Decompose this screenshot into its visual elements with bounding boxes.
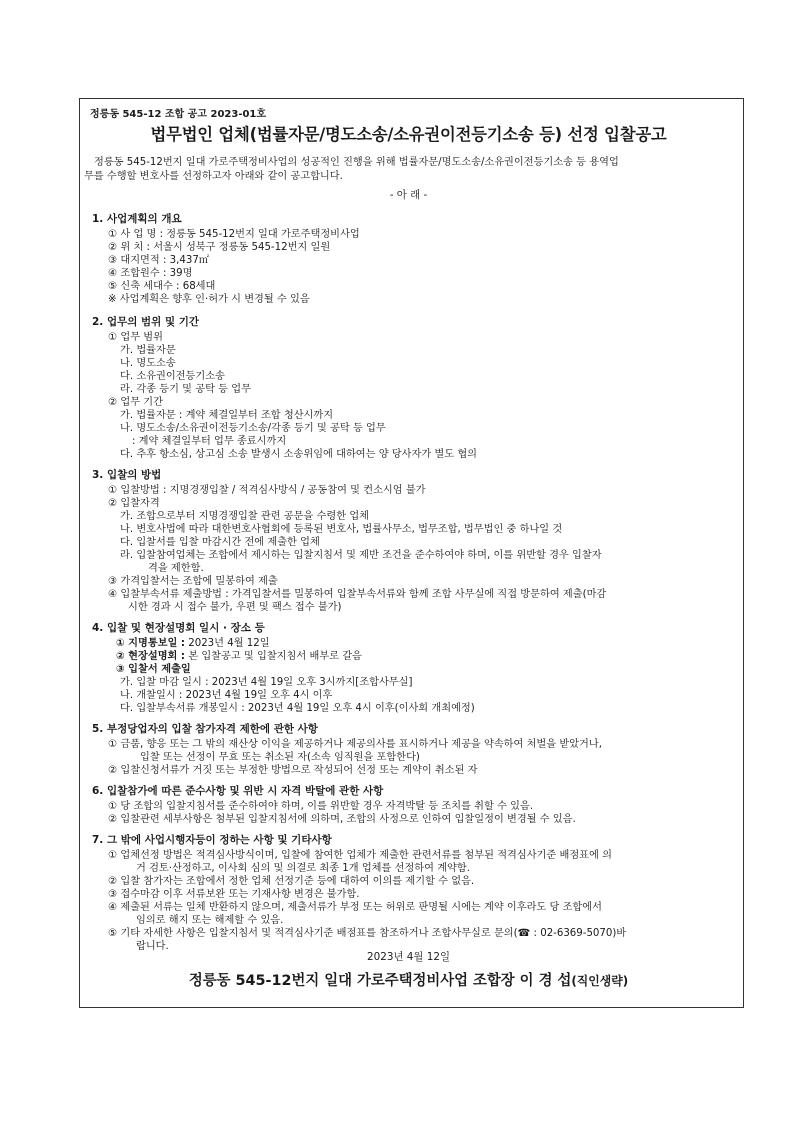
section-3-line: ② 입찰자격 [108, 498, 160, 509]
briefing-label: ② 현장설명회 : [116, 651, 185, 662]
section-5-line: ② 입찰신청서류가 거짓 또는 부정한 방법으로 작성되어 선정 또는 계약이 취소된 자 [108, 765, 478, 776]
section-2-title: 2. 업무의 범위 및 기간 [92, 316, 200, 328]
section-4-line: 나. 개찰일시 : 2023년 4월 19일 오후 4시 이후 [120, 690, 333, 701]
briefing-value: 본 입찰공고 및 입찰지침서 배부로 갈음 [185, 651, 362, 662]
notice-date-value: 2023년 4월 12일 [185, 638, 270, 649]
section-6-line: ① 당 조합의 입찰지침서를 준수하여야 하며, 이를 위반할 경우 자격박탈 등 조치를 취할 수 있음. [108, 801, 534, 812]
notice-date: 2023년 4월 12일 [366, 951, 451, 963]
section-2-line: 가. 법률자문 [120, 345, 176, 356]
intro-line: 정릉동 545-12번지 일대 가로주택정비사업의 성공적인 진행을 위해 법률자문/명도소송/소유권이전등기소송 등 용역업 [94, 157, 619, 168]
notice-date-label: ① 지명통보일 : [116, 638, 185, 649]
section-3-line: 격을 제한함. [148, 563, 204, 574]
section-6-title: 6. 입찰참가에 따른 준수사항 및 위반 시 자격 박탈에 관한 사항 [92, 785, 384, 797]
section-3-title: 3. 입찰의 방법 [92, 469, 162, 481]
ahrae-heading: - 아 래 - [389, 189, 428, 201]
seal-omitted-note: (직인생략) [571, 974, 629, 988]
section-1-note: ※ 사업계획은 향후 인·허가 시 변경될 수 있음 [108, 294, 310, 305]
section-1-line: ③ 대지면적 : 3,437㎡ [108, 255, 209, 266]
section-5-line: ① 금품, 향응 또는 그 밖의 재산상 이익을 제공하거나 제공의사를 표시하거나 제공을 약속하여 처벌을 받았거나, [108, 739, 602, 750]
section-3-line: ① 입찰방법 : 지명경쟁입찰 / 적격심사방식 / 공동참여 및 컨소시엄 불가 [108, 485, 426, 496]
section-7-line: ⑤ 기타 자세한 사항은 입찰지침서 및 적격심사기준 배점표를 참조하거나 조합사무실로 문의(☎ : 02-6369-5070)바 [108, 928, 627, 939]
section-1-line: ① 사 업 명 : 정릉동 545-12번지 일대 가로주택정비사업 [108, 229, 360, 240]
section-7-line: 거 검토·산정하고, 이사회 심의 및 의결로 최종 1개 업체를 선정하여 계약함. [136, 863, 470, 874]
section-3-line: 시한 경과 시 접수 불가, 우편 및 팩스 접수 불가) [128, 602, 342, 613]
section-6-line: ② 입찰관련 세부사항은 첨부된 입찰지침서에 의하며, 조합의 사정으로 인하여 입찰일정이 변경될 수 있음. [108, 814, 576, 825]
section-1-title: 1. 사업계획의 개요 [92, 213, 182, 225]
notice-number: 정릉동 545-12 조합 공고 2023-01호 [90, 109, 267, 120]
section-3-line: 가. 조합으로부터 지명경쟁입찰 관련 공문을 수령한 업체 [120, 511, 370, 522]
section-2-line: 나. 명도소송 [120, 358, 176, 369]
section-4-line: 가. 입찰 마감 일시 : 2023년 4월 19일 오후 3시까지[조합사무실] [120, 677, 413, 688]
section-7-line: ③ 접수마감 이후 서류보완 또는 기재사항 변경은 불가함. [108, 889, 360, 900]
section-1-line: ② 위 치 : 서울시 성북구 정릉동 545-12번지 일원 [108, 242, 331, 253]
section-2-line: : 계약 체결일부터 업무 종료시까지 [132, 436, 287, 447]
signature-name: 정릉동 545-12번지 일대 가로주택정비사업 조합장 이 경 섭 [188, 973, 572, 989]
section-3-line: 나. 변호사법에 따라 대한변호사협회에 등록된 변호사, 법률사무소, 법무조합, 법무법인 중 하나일 것 [120, 524, 563, 535]
section-2-line: 다. 소유권이전등기소송 [120, 371, 225, 382]
notice-title: 법무법인 업체(법률자문/명도소송/소유권이전등기소송 등) 선정 입찰공고 [150, 125, 667, 144]
signature-line [80, 969, 737, 990]
section-7-line: ④ 제출된 서류는 일체 반환하지 않으며, 제출서류가 부정 또는 허위로 판명될 시에는 계약 이후라도 당 조합에서 [108, 902, 602, 913]
section-3-line: ④ 입찰부속서류 제출방법 : 가격입찰서를 밀봉하여 입찰부속서류와 함께 조합 사무실에 직접 방문하여 제출(마감 [108, 589, 607, 600]
section-4-line: ③ 입찰서 제출일 [116, 664, 191, 675]
section-7-line: ① 업체선정 방법은 적격심사방식이며, 입찰에 참여한 업체가 제출한 관련서류를 첨부된 적격심사기준 배점표에 의 [108, 850, 612, 861]
section-5-title: 5. 부정당업자의 입찰 참가자격 제한에 관한 사항 [92, 723, 318, 735]
section-3-line: 다. 입찰서를 입찰 마감시간 전에 제출한 업체 [120, 537, 320, 548]
section-7-line: ② 입찰 참가자는 조합에서 정한 업체 선정기준 등에 대하여 이의를 제기할 수 없음. [108, 876, 475, 887]
notice-document [79, 98, 744, 1008]
section-2-line: ② 업무 기간 [108, 397, 163, 408]
intro-line: 무를 수행할 변호사를 선정하고자 아래와 같이 공고합니다. [84, 171, 343, 182]
section-7-line: 임의로 해지 또는 해제할 수 있음. [136, 915, 284, 926]
section-2-line: 나. 명도소송/소유권이전등기소송/각종 등기 및 공탁 등 업무 [120, 423, 386, 434]
section-5-line: 입찰 또는 선정이 무효 또는 취소된 자(소속 임직원을 포함한다) [140, 752, 420, 763]
section-3-line: ③ 가격입찰서는 조합에 밀봉하여 제출 [108, 576, 278, 587]
section-7-line: 랍니다. [136, 941, 169, 952]
section-4-line: 다. 입찰부속서류 개봉일시 : 2023년 4월 19일 오후 4시 이후(이사회 개최예정) [120, 703, 475, 714]
section-2-line: 다. 추후 항소심, 상고심 소송 발생시 소송위임에 대하여는 양 당사자가 별도 협의 [120, 449, 478, 460]
section-7-title: 7. 그 밖에 사업시행자등이 정하는 사항 및 기타사항 [92, 834, 332, 846]
section-1-line: ⑤ 신축 세대수 : 68세대 [108, 281, 216, 292]
section-2-line: ① 업무 범위 [108, 332, 163, 343]
section-1-line: ④ 조합원수 : 39명 [108, 268, 193, 279]
section-3-line: 라. 입찰참여업체는 조합에서 제시하는 입찰지침서 및 제반 조건을 준수하여야 하며, 이를 위반할 경우 입찰자 [120, 550, 602, 561]
section-4-title: 4. 입찰 및 현장설명회 일시 · 장소 등 [92, 622, 265, 634]
section-2-line: 가. 법률자문 : 계약 체결일부터 조합 청산시까지 [120, 410, 334, 421]
section-2-line: 라. 각종 등기 및 공탁 등 업무 [120, 384, 251, 395]
